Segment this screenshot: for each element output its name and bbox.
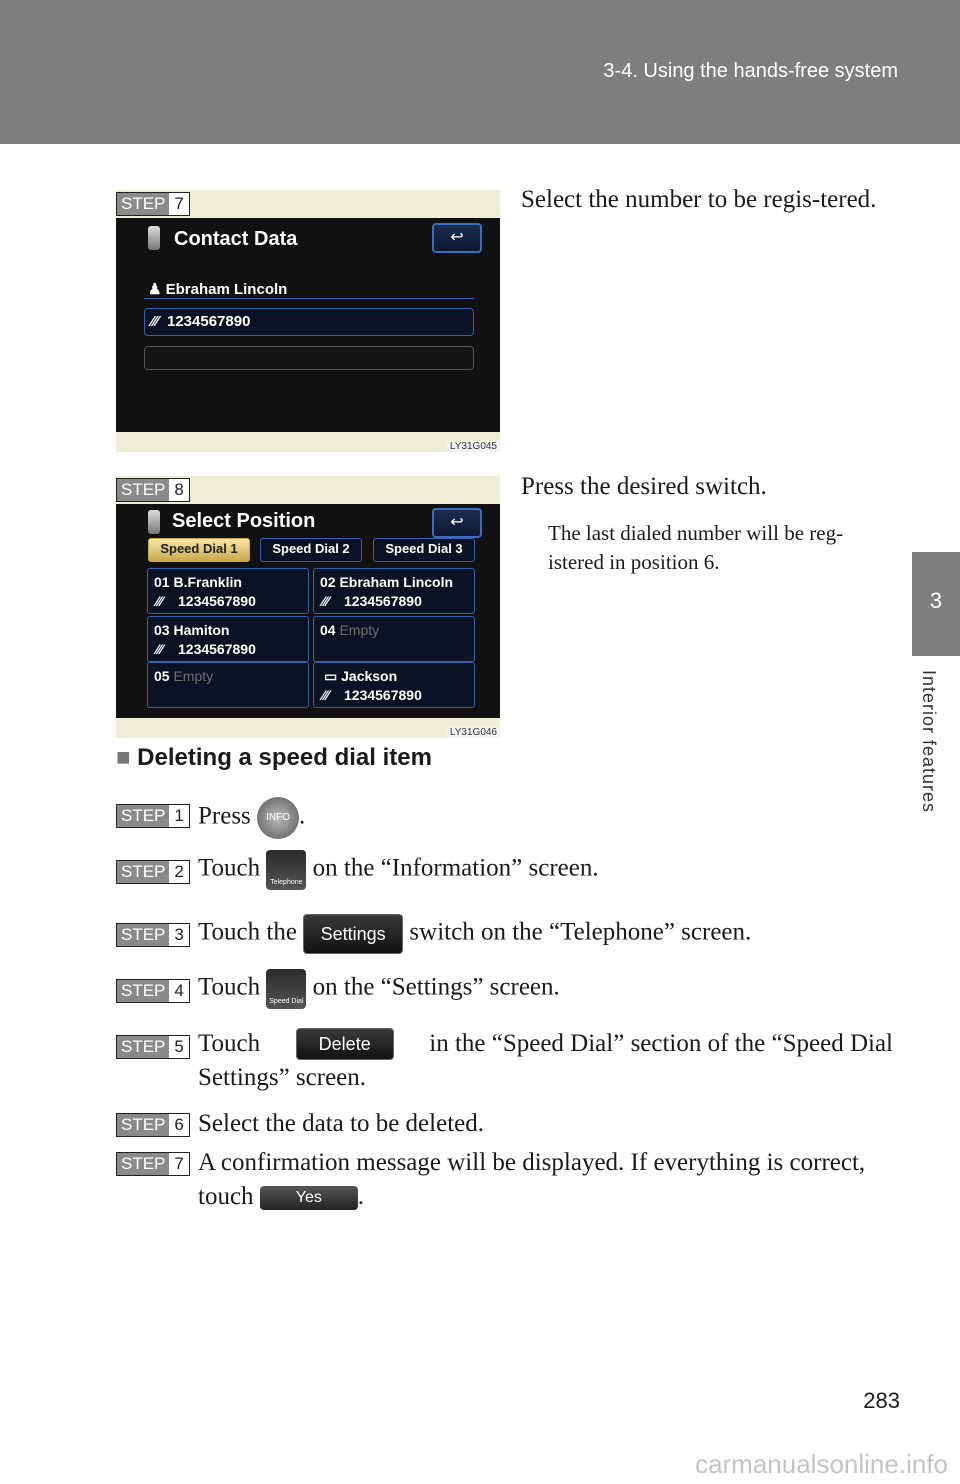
divider (144, 298, 474, 299)
step5-text: Touch Delete in the “Speed Dial” section of the “Speed Dial Settings” screen. (198, 1030, 893, 1091)
contact-data-screen (116, 218, 500, 432)
section-title: 3-4. Using the hands-free system (603, 60, 898, 82)
figure-code: LY31G045 (447, 441, 500, 452)
step-badge: STEP 3 (116, 923, 190, 947)
settings-button[interactable]: Settings (303, 914, 403, 954)
telephone-icon[interactable]: Telephone (266, 850, 306, 890)
screen-title: Contact Data (174, 228, 298, 250)
chapter-label: Interior features (919, 670, 939, 814)
speed-dial-slot[interactable]: 01 B.Franklin ⁄⁄⁄ 1234567890 (147, 568, 309, 614)
bullet-icon: ■ (116, 744, 131, 771)
section-heading: ■ Deleting a speed dial item (116, 744, 432, 771)
number-button[interactable]: ⁄⁄⁄ 1234567890 (144, 308, 474, 336)
step6-text: Select the data to be deleted. (198, 1110, 484, 1137)
speed-dial-slot[interactable]: 04 Empty (313, 616, 475, 662)
speed-dial-slot[interactable]: 02 Ebraham Lincoln ⁄⁄⁄ 1234567890 (313, 568, 475, 614)
back-button[interactable]: ↩ (432, 508, 482, 538)
phone-number-icon: ⁄⁄⁄ (151, 313, 159, 330)
watermark: carmanualsonline.info (695, 1449, 948, 1479)
address-book-icon: ▭ (324, 668, 342, 684)
speed-dial-icon[interactable]: Speed Dial (266, 969, 306, 1009)
phone-number-icon: ⁄⁄⁄ (156, 641, 164, 657)
speed-dial-slot[interactable]: 03 Hamiton ⁄⁄⁄ 1234567890 (147, 616, 309, 662)
empty-number-row (144, 346, 474, 370)
back-button[interactable]: ↩ (432, 223, 482, 253)
step-badge: STEP 4 (116, 979, 190, 1003)
phone-number-icon: ⁄⁄⁄ (322, 593, 330, 609)
phone-number-icon: ⁄⁄⁄ (156, 593, 164, 609)
info-button[interactable]: INFO (257, 797, 299, 839)
step-badge: STEP 7 (116, 192, 190, 216)
step7-text: Select the number to be regis-tered. (521, 186, 877, 213)
step8-note: The last dialed number will be reg-istered in position 6. (548, 521, 844, 574)
step4-text: Touch Speed Dial on the “Settings” screen. (198, 969, 560, 1009)
chapter-number: 3 (929, 588, 943, 613)
tab-speed-dial-1[interactable]: Speed Dial 1 (148, 538, 250, 562)
step7-text: A confirmation message will be displayed. If everything is correct, touch Yes . (198, 1149, 866, 1210)
screen-title: Select Position (172, 510, 316, 532)
step1-text: Press INFO . (198, 797, 305, 839)
chapter-tab (912, 552, 960, 656)
page-number: 283 (863, 1388, 900, 1413)
page-header (0, 0, 960, 144)
speed-dial-slot[interactable]: 05 Empty (147, 662, 309, 708)
figure-code: LY31G046 (447, 727, 500, 738)
tab-speed-dial-2[interactable]: Speed Dial 2 (260, 538, 362, 562)
step-badge: STEP 1 (116, 804, 190, 828)
step2-text: Touch Telephone on the “Information” screen. (198, 850, 599, 890)
speed-dial-slot[interactable]: ▭ Jackson ⁄⁄⁄ 1234567890 (313, 662, 475, 708)
delete-button[interactable]: Delete (296, 1028, 394, 1060)
step-badge: STEP 7 (116, 1152, 190, 1176)
phone-number-icon: ⁄⁄⁄ (322, 687, 330, 703)
person-icon: ♟ (148, 281, 166, 298)
yes-button[interactable]: Yes (260, 1186, 358, 1210)
step-badge: STEP 8 (116, 478, 190, 502)
step8-text: Press the desired switch. (521, 473, 767, 500)
phone-icon (148, 510, 160, 534)
contact-name-row: ♟ Ebraham Lincoln (148, 281, 288, 298)
step-badge: STEP 5 (116, 1035, 190, 1059)
phone-icon (148, 226, 160, 250)
step-badge: STEP 6 (116, 1113, 190, 1137)
step-badge: STEP 2 (116, 860, 190, 884)
step3-text: Touch the Settings switch on the “Telephone” screen. (198, 914, 751, 954)
tab-speed-dial-3[interactable]: Speed Dial 3 (373, 538, 475, 562)
